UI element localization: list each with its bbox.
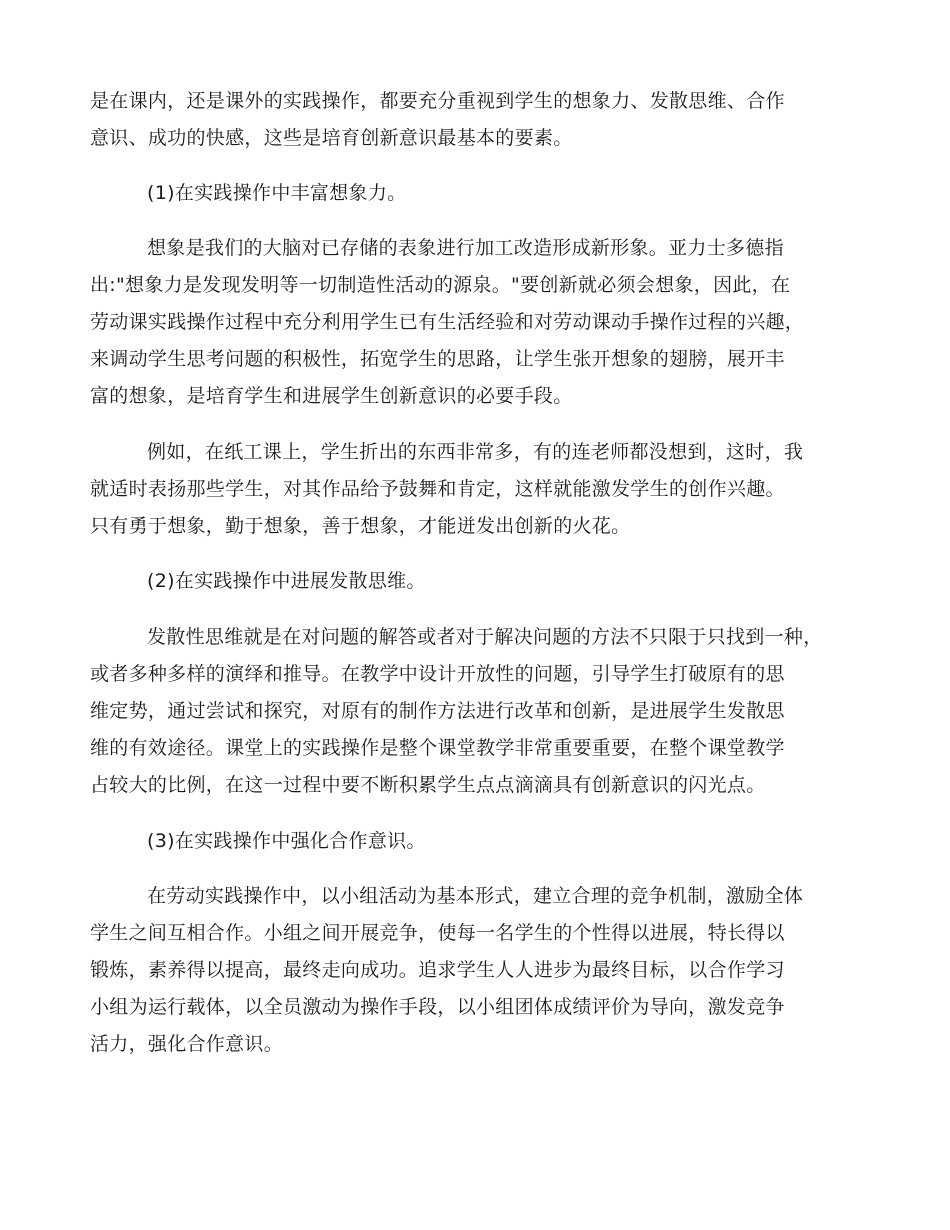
text-line: 维的有效途径。课堂上的实践操作是整个课堂教学非常重要重要，在整个课堂教学 — [90, 737, 785, 759]
text-line: 小组为运行载体，以全员激动为操作手段，以小组团体成绩评价为导向，激发竞争 — [90, 996, 785, 1018]
text-line: 意识、成功的快感，这些是培育创新意识最基本的要素。 — [90, 127, 573, 149]
text-line: 占较大的比例，在这一过程中要不断积累学生点点滴滴具有创新意识的闪光点。 — [90, 774, 766, 796]
text-line: 来调动学生思考问题的积极性，拓宽学生的思路，让学生张开想象的翅膀，展开丰 — [90, 348, 785, 370]
text-line: 出:"想象力是发现发明等一切制造性活动的源泉。"要创新就必须会想象，因此，在 — [90, 274, 791, 296]
section-heading-1: (1)在实践操作中丰富想象力。 — [147, 182, 407, 204]
text-line: 活力，强化合作意识。 — [90, 1033, 284, 1055]
text-line: 想象是我们的大脑对已存储的表象进行加工改造形成新形象。亚力士多德指 — [147, 237, 784, 259]
text-line: 富的想象，是培育学生和进展学生创新意识的必要手段。 — [90, 385, 573, 407]
text-line: 学生之间互相合作。小组之间开展竞争，使每一名学生的个性得以进展，特长得以 — [90, 922, 785, 944]
text-line: 例如，在纸工课上，学生折出的东西非常多，有的连老师都没想到，这时，我 — [147, 441, 804, 463]
text-line: 发散性思维就是在对问题的解答或者对于解决问题的方法不只限于只找到一种， — [147, 626, 823, 648]
text-line: 劳动课实践操作过程中充分利用学生已有生活经验和对劳动课动手操作过程的兴趣， — [90, 311, 805, 333]
text-line: 在劳动实践操作中，以小组活动为基本形式，建立合理的竞争机制，激励全体 — [147, 885, 804, 907]
section-heading-2: (2)在实践操作中进展发散思维。 — [147, 570, 426, 592]
text-line: 锻炼，素养得以提高，最终走向成功。追求学生人人进步为最终目标，以合作学习 — [90, 959, 785, 981]
text-line: 是在课内，还是课外的实践操作，都要充分重视到学生的想象力、发散思维、合作 — [90, 90, 785, 112]
text-line: 只有勇于想象，勤于想象，善于想象，才能迸发出创新的火花。 — [90, 515, 631, 537]
text-line: 或者多种多样的演绎和推导。在教学中设计开放性的问题，引导学生打破原有的思 — [90, 663, 785, 685]
text-line: 就适时表扬那些学生，对其作品给予鼓舞和肯定，这样就能激发学生的创作兴趣。 — [90, 478, 785, 500]
text-line: 维定势，通过尝试和探究，对原有的制作方法进行改革和创新，是进展学生发散思 — [90, 700, 785, 722]
section-heading-3: (3)在实践操作中强化合作意识。 — [147, 830, 426, 852]
